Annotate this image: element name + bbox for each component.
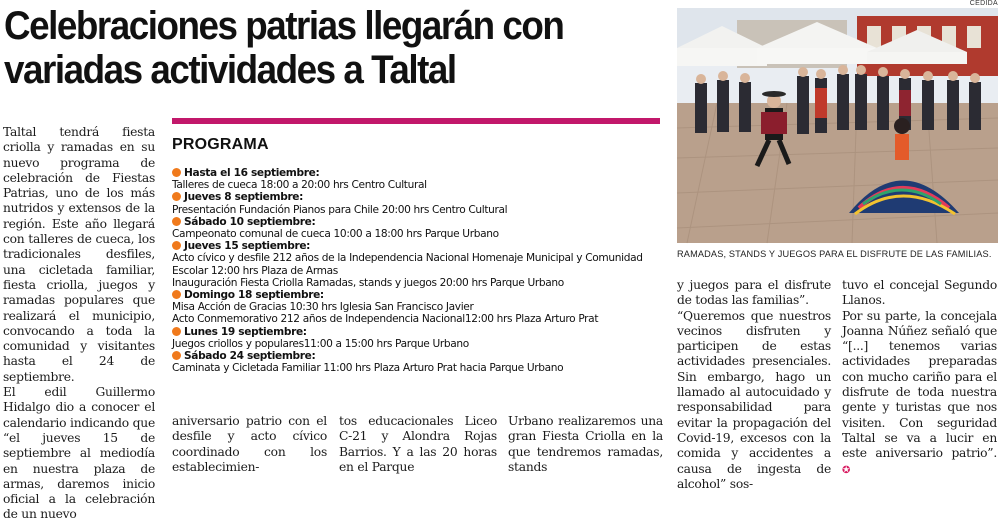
article-column-6 [842,278,997,486]
bullet-dot-icon [172,327,181,336]
program-item-detail: Caminata y Cicletada Familiar 11:00 hrs Plaza Arturo Prat hacia Parque Urbano [172,362,564,375]
article-paragraph: El edil Guillermo Hidalgo dio a conocer el calendario indicando que “el jueves 15 de septiembre al mediodía en nuestra plaza de armas, daremos inicio oficial a la celebración de un nuevo [3,385,155,522]
bullet-dot-icon [172,168,181,177]
photo-credit: CEDIDA [969,0,998,7]
bullet-dot-icon [172,217,181,226]
program-item [172,240,662,289]
program-item-detail: Acto cívico y desfile 212 años de la Independencia Nacional Homenaje Municipal y Comunidad Escolar 12:00 hrs Plaza de Armas [172,252,643,277]
program-item [172,326,662,350]
bullet-dot-icon [172,241,181,250]
program-title: PROGRAMA [172,136,269,153]
article-paragraph: tos educacionales Liceo C-21 y Alondra Rojas Barrios. Y a las 20 horas en el Parque [339,414,497,474]
program-accent-bar [172,118,660,124]
article-photo [677,8,998,243]
bullet-dot-icon [172,192,181,201]
program-item-date: Sábado 10 septiembre: [172,216,662,228]
article-paragraph: aniversario patrio con el desfile y acto cívico coordinado con los establecimien- [172,414,327,474]
program-item-detail: Presentación Fundación Pianos para Chile 20:00 hrs Centro Cultural [172,203,508,216]
program-item [172,167,662,191]
program-item-detail: Juegos criollos y populares11:00 a 15:00 hrs Parque Urbano [172,337,469,350]
program-item-detail: Campeonato comunal de cueca 10:00 a 18:00 hrs Parque Urbano [172,228,499,241]
article-column-left [3,125,155,522]
article-paragraph: Urbano realizaremos una gran Fiesta Criolla en la que tendremos ramadas, stands [508,414,663,474]
program-list [172,167,662,374]
program-item-detail: Acto Conmemorativo 212 años de Independencia Nacional12:00 hrs Plaza Arturo Prat [172,313,599,326]
photo-illustration [677,8,998,243]
article-paragraph: y juegos para el disfrute de todas las familias”. [677,278,831,308]
program-item-date: Jueves 8 septiembre: [172,191,662,203]
article-column-4 [508,414,663,486]
program-item-detail: Inauguración Fiesta Criolla Ramadas, stands y juegos 20:00 hrs Parque Urbano [172,276,564,289]
article-headline: Celebraciones patrias llegarán con variadas actividades a Taltal [4,4,564,92]
program-item-date: Lunes 19 septiembre: [172,326,662,338]
program-item [172,216,662,240]
program-item-detail: Misa Acción de Gracias 10:30 hrs Iglesia San Francisco Javier [172,301,474,314]
photo-caption: RAMADAS, STANDS Y JUEGOS PARA EL DISFRUTE DE LAS FAMILIAS. [677,249,992,259]
bullet-dot-icon [172,351,181,360]
program-box [172,118,662,384]
article-paragraph: Taltal tendrá fiesta criolla y ramadas en su nuevo programa de celebración de Fiestas Patrias, uno de los más nutridos y extensos de la región. Este año llegará con talleres de cueca, los tradicionales desfiles, una cicletada familiar, fiesta criolla, juegos y ramadas populares que realizará el municipio, convocando a toda la comunidad y visitantes hasta el 24 de septiembre. [3,125,155,384]
program-item-detail: Talleres de cueca 18:00 a 20:00 hrs Centro Cultural [172,179,427,192]
program-item-date: Sábado 24 septiembre: [172,350,662,362]
article-column-5 [677,278,831,491]
article-column-3 [339,414,497,486]
article-paragraph: tuvo el concejal Segundo Llanos. [842,278,997,308]
end-mark-icon: ✪ [842,464,851,476]
article-paragraph: Por su parte, la concejala Joanna Núñez señaló que “[...] tenemos varias actividades preparadas con mucho cariño para el disfrute de toda nuestra gente y turistas que nos visiten. Con seguridad Taltal se va a lucir en este aniversario patrio”. ✪ [842,308,997,476]
program-item-date: Hasta el 16 septiembre: [172,167,662,179]
program-item [172,191,662,215]
article-column-2 [172,414,327,486]
program-item-date: Jueves 15 septiembre: [172,240,662,252]
program-item-date: Domingo 18 septiembre: [172,289,662,301]
program-item [172,289,662,326]
bullet-dot-icon [172,290,181,299]
article-paragraph: “Queremos que nuestros vecinos disfruten y participen de estas actividades presenciales. Sin embargo, hago un llamado al autocuidado y responsabilidad para evitar la propagación del Covid-19, excesos con la comida y accidentes a causa de ingesta de alcohol” sos- [677,308,831,491]
program-item [172,350,662,374]
